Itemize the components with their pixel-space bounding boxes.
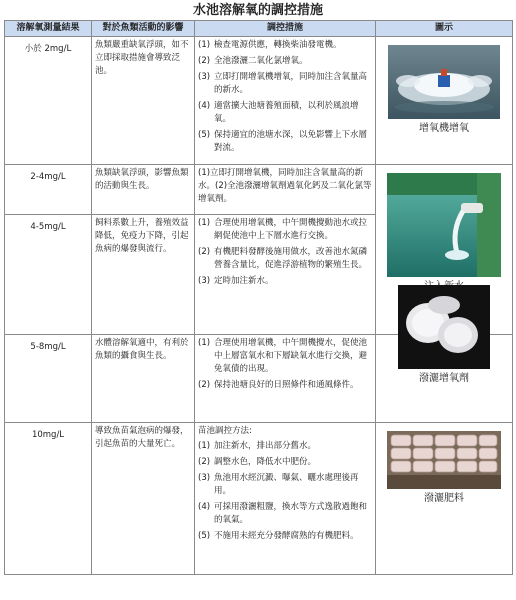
dissolved-oxygen-table (4, 20, 513, 575)
fish-effect: 水體溶解氧適中，有利於魚類的攝食與生長。 (92, 335, 195, 423)
measure-item: (3) 定時加注新水。 (198, 276, 274, 286)
measure-item: (4) 可採用潑灑粗鹽，換水等方式逸散過飽和的氧氣。 (198, 502, 368, 525)
table-row (5, 335, 513, 423)
control-measures (195, 215, 376, 335)
do-level: 4-5mg/L (5, 215, 92, 335)
page-title: 水池溶解氧的調控措施 (192, 3, 323, 18)
illustration-cell (376, 335, 513, 423)
measure-item: (2) 有機肥料發酵後施用做水，改善池水氮磷營養含量比，促進浮游植物的繁殖生長。 (198, 247, 368, 270)
combined-measures: (1)立即打開增氧機，同時加注含氧量高的新水。(2)全池潑灑增氧劑過氧化鈣及二氧化氯等增氧劑。 (198, 168, 372, 204)
measure-item: (4) 適當擴大池塘養殖面積，以利於風浪增氧。 (198, 101, 359, 124)
aerator-photo (388, 45, 500, 119)
measure-item: (5) 保持適宜的池塘水深，以免影響上下水層對流。 (198, 130, 368, 153)
measure-item: (3) 魚池用水經沉澱、曝氣、曬水處理後再用。 (198, 473, 359, 496)
measure-item: (1) 檢查電源供應，轉換柴油發電機。 (198, 40, 342, 50)
measure-item: (1) 加注新水，排出部分舊水。 (198, 441, 317, 451)
control-measures (195, 423, 376, 575)
header-illustration: 圖示 (376, 21, 513, 37)
fish-effect: 飼料系數上升，養殖效益降低，免疫力下降，引起魚病的爆發與流行。 (92, 215, 195, 335)
new-water-photo (387, 173, 501, 277)
table-row (5, 165, 513, 215)
table-header-row (5, 21, 513, 37)
measure-item: (3) 立即打開增氧機增氧，同時加注含氧量高的新水。 (198, 72, 368, 95)
pond-method-intro: 苗池調控方法: (198, 426, 252, 436)
fish-effect: 導致魚苗氣泡病的爆發，引起魚苗的大量死亡。 (92, 423, 195, 575)
do-level: 10mg/L (5, 423, 92, 575)
control-measures (195, 165, 376, 215)
illustration-cell (376, 37, 513, 165)
caption: 增氧機增氧 (419, 123, 469, 134)
illustration-cell (376, 423, 513, 575)
header-measures: 調控措施 (195, 21, 376, 37)
control-measures (195, 37, 376, 165)
fertilizer-bags-photo (387, 431, 501, 489)
measure-item: (5) 不施用未經充分發酵腐熟的有機肥料。 (198, 531, 359, 541)
do-level: 小於 2mg/L (5, 37, 92, 165)
table-row (5, 37, 513, 165)
do-level: 5-8mg/L (5, 335, 92, 423)
measure-item: (2) 調整水色，降低水中肥份。 (198, 457, 317, 467)
header-do-result: 溶解氧測量結果 (5, 21, 92, 37)
fish-effect: 魚類缺氧浮頭，影響魚類的活動與生長。 (92, 165, 195, 215)
do-level: 2-4mg/L (5, 165, 92, 215)
caption: 潑灑肥料 (424, 493, 464, 504)
oxygen-tablets-photo (398, 285, 490, 369)
measure-item: (2) 全池潑灑二氧化氯增氧。 (198, 56, 308, 66)
measure-item: (1) 合理使用增氧機，中午開機攪動池水或拉網促使池中上下層水進行交換。 (198, 218, 368, 241)
fish-effect: 魚類嚴重缺氧浮頭，如不立即採取措施會導致泛池。 (92, 37, 195, 165)
measure-item: (1) 合理使用增氧機，中午開機攪水，促使池中上層富氧水和下層缺氧水進行交換，避免氧債的出現。 (198, 338, 368, 374)
caption: 潑灑增氧劑 (419, 373, 469, 384)
header-effect: 對於魚類活動的影響 (92, 21, 195, 37)
measure-item: (2) 保持池塘良好的日照條件和通風條件。 (198, 380, 359, 390)
control-measures (195, 335, 376, 423)
table-row (5, 423, 513, 575)
